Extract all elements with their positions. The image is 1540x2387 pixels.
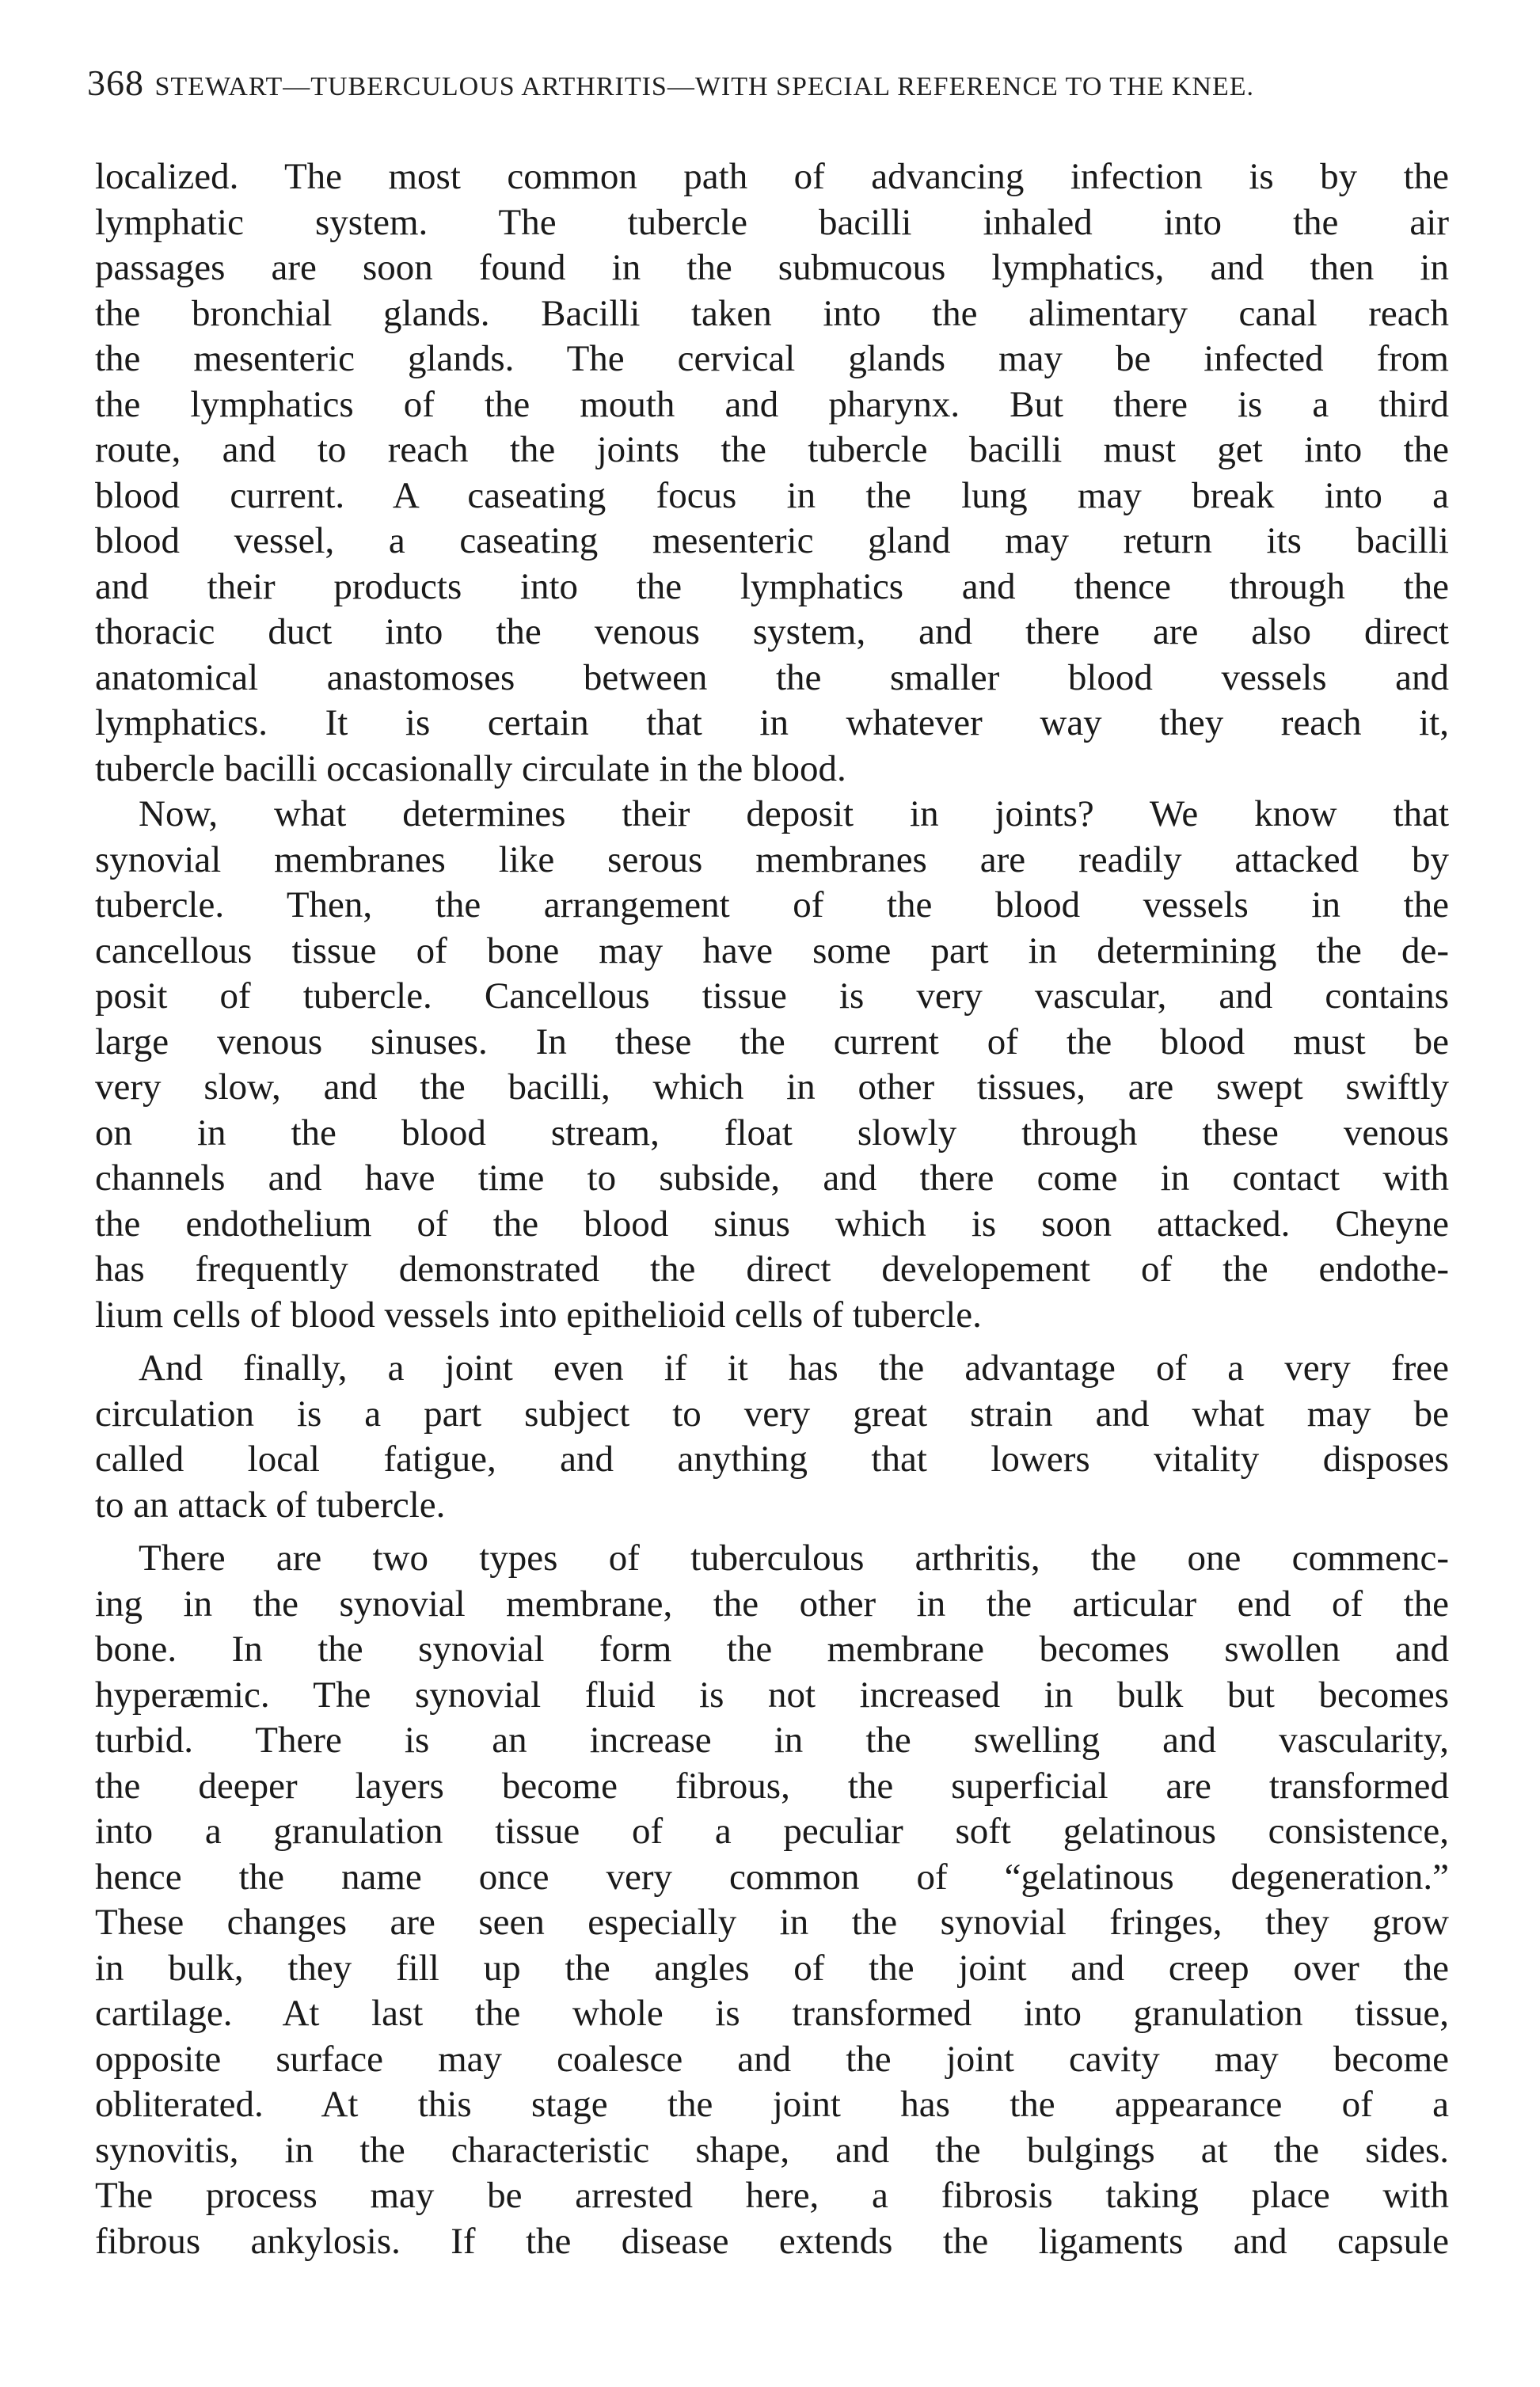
text-line: There are two types of tuberculous arthritis, the one commenc- bbox=[139, 1537, 1449, 1579]
text-line: The process may be arrested here, a fibrosis taking place with bbox=[95, 2175, 1449, 2216]
text-line: into a granulation tissue of a peculiar soft gelatinous consistence, bbox=[95, 1811, 1449, 1852]
text-line: in bulk, they fill up the angles of the joint and creep over the bbox=[95, 1947, 1449, 1989]
text-line: on in the blood stream, float slowly through these venous bbox=[95, 1112, 1449, 1154]
text-line: fibrous ankylosis. If the disease extends the ligaments and capsule bbox=[95, 2220, 1449, 2262]
paragraph-gap bbox=[95, 1528, 1449, 1536]
text-line: the lymphatics of the mouth and pharynx. But there is a third bbox=[95, 383, 1449, 425]
text-line: and their products into the lymphatics and thence through the bbox=[95, 565, 1449, 607]
running-head bbox=[87, 62, 1449, 104]
text-line: blood current. A caseating focus in the lung may break into a bbox=[95, 474, 1449, 516]
text-line: tubercle bacilli occasionally circulate in the blood. bbox=[95, 747, 846, 789]
running-head-title: STEWART—TUBERCULOUS ARTHRITIS—WITH SPECIAL REFERENCE TO THE KNEE. bbox=[154, 72, 1254, 101]
text-line: These changes are seen especially in the synovial fringes, they grow bbox=[95, 1902, 1449, 1943]
text-line: ing in the synovial membrane, the other in the articular end of the bbox=[95, 1583, 1449, 1625]
text-line: localized. The most common path of advancing infection is by the bbox=[95, 156, 1449, 197]
text-line: cancellous tissue of bone may have some part in determining the de- bbox=[95, 929, 1449, 971]
text-line: thoracic duct into the venous system, and there are also direct bbox=[95, 611, 1449, 652]
body-text bbox=[95, 154, 1449, 2264]
text-line: passages are soon found in the submucous lymphatics, and then in bbox=[95, 247, 1449, 288]
text-line: route, and to reach the joints the tubercle bacilli must get into the bbox=[95, 429, 1449, 470]
text-line: Now, what determines their deposit in joints? We know that bbox=[139, 793, 1449, 834]
text-line: to an attack of tubercle. bbox=[95, 1484, 446, 1526]
text-line: the endothelium of the blood sinus which is soon attacked. Cheyne bbox=[95, 1203, 1449, 1245]
text-line: the deeper layers become fibrous, the superficial are transformed bbox=[95, 1765, 1449, 1807]
paragraph bbox=[95, 1346, 1449, 1528]
text-line: tubercle. Then, the arrangement of the blood vessels in the bbox=[95, 884, 1449, 926]
paragraph bbox=[95, 1536, 1449, 2264]
text-line: And finally, a joint even if it has the advantage of a very free bbox=[139, 1347, 1449, 1389]
text-line: the bronchial glands. Bacilli taken into the alimentary canal reach bbox=[95, 292, 1449, 334]
text-line: hyperæmic. The synovial fluid is not increased in bulk but becomes bbox=[95, 1674, 1449, 1716]
paragraph-gap bbox=[95, 1338, 1449, 1346]
text-line: lymphatic system. The tubercle bacilli inhaled into the air bbox=[95, 201, 1449, 243]
paragraph bbox=[95, 792, 1449, 1338]
paragraph bbox=[95, 154, 1449, 792]
text-line: has frequently demonstrated the direct developement of the endothe- bbox=[95, 1249, 1449, 1290]
text-line: lium cells of blood vessels into epithelioid cells of tubercle. bbox=[95, 1294, 982, 1336]
text-line: synovitis, in the characteristic shape, and the bulgings at the sides. bbox=[95, 2129, 1449, 2171]
text-line: lymphatics. It is certain that in whatever way they reach it, bbox=[95, 702, 1449, 743]
text-line: opposite surface may coalesce and the joint cavity may become bbox=[95, 2038, 1449, 2080]
text-line: very slow, and the bacilli, which in other tissues, are swept swiftly bbox=[95, 1066, 1449, 1108]
text-line: posit of tubercle. Cancellous tissue is very vascular, and contains bbox=[95, 975, 1449, 1017]
text-line: the mesenteric glands. The cervical glands may be infected from bbox=[95, 338, 1449, 379]
text-line: anatomical anastomoses between the smaller blood vessels and bbox=[95, 656, 1449, 698]
text-line: cartilage. At last the whole is transformed into granulation tissue, bbox=[95, 1993, 1449, 2034]
text-line: channels and have time to subside, and there come in contact with bbox=[95, 1157, 1449, 1199]
text-line: blood vessel, a caseating mesenteric gland may return its bacilli bbox=[95, 520, 1449, 561]
text-line: synovial membranes like serous membranes are readily attacked by bbox=[95, 838, 1449, 880]
text-line: obliterated. At this stage the joint has the appearance of a bbox=[95, 2084, 1449, 2125]
text-line: circulation is a part subject to very great strain and what may be bbox=[95, 1393, 1449, 1435]
text-line: turbid. There is an increase in the swelling and vascularity, bbox=[95, 1720, 1449, 1761]
text-line: bone. In the synovial form the membrane becomes swollen and bbox=[95, 1629, 1449, 1670]
page-number: 368 bbox=[87, 63, 144, 103]
text-line: called local fatigue, and anything that lowers vitality disposes bbox=[95, 1439, 1449, 1480]
text-line: hence the name once very common of “gelatinous degeneration.” bbox=[95, 1856, 1449, 1898]
text-line: large venous sinuses. In these the current of the blood must be bbox=[95, 1021, 1449, 1062]
